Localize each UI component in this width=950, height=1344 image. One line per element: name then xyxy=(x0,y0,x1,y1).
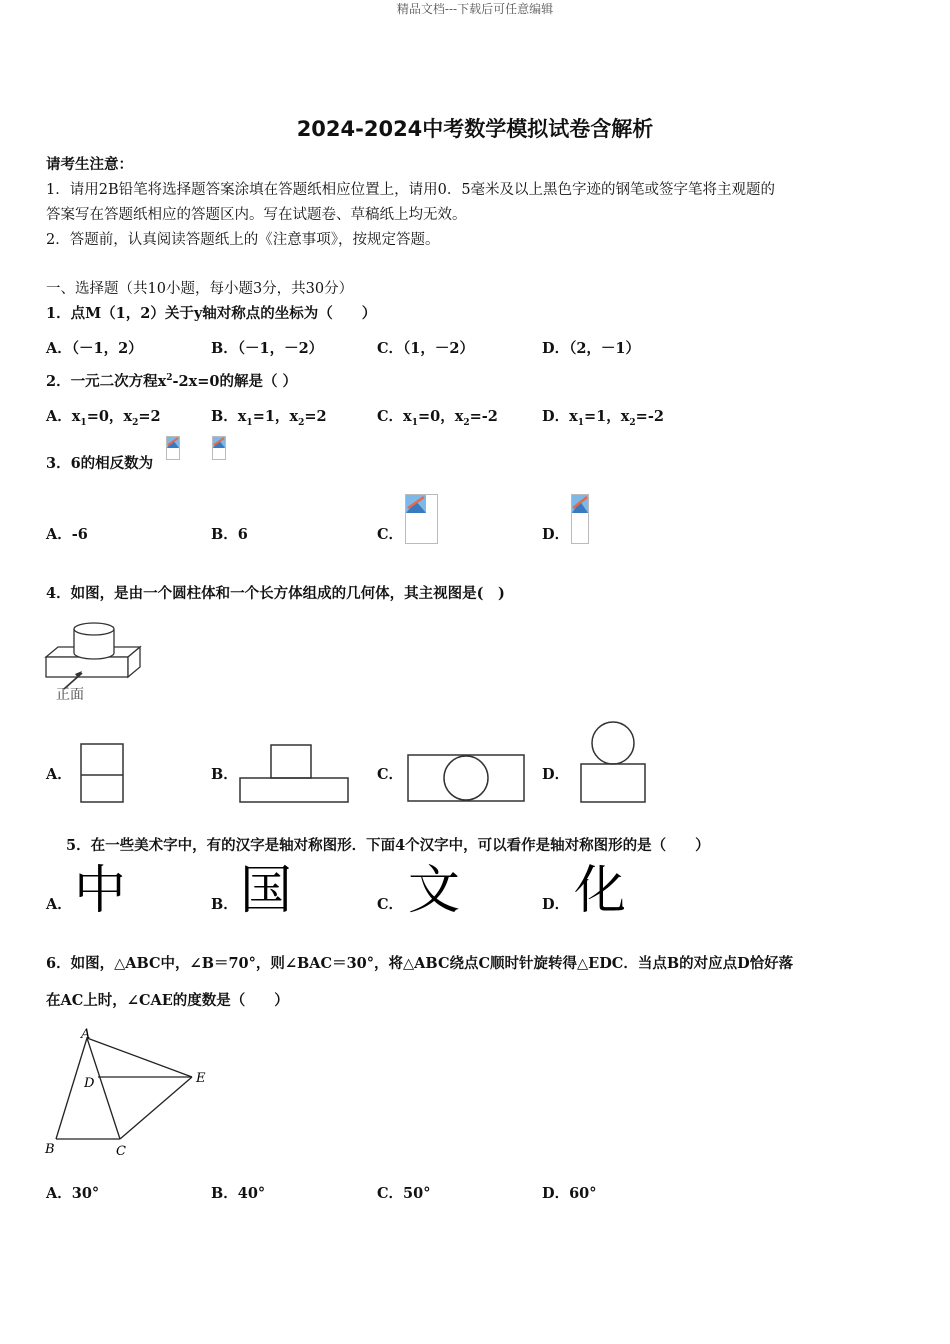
q5-option-b[interactable]: B． xyxy=(211,896,238,913)
point-label-d: D xyxy=(84,1076,95,1091)
point-label-c: C xyxy=(116,1144,126,1159)
q5-option-d[interactable]: D． xyxy=(542,896,570,913)
char-zhong: 中 xyxy=(74,861,127,921)
page-title: 2024-2024中考数学模拟试卷含解析 xyxy=(296,117,654,141)
broken-image-icon xyxy=(405,494,438,548)
broken-image-icon xyxy=(212,436,226,464)
q2-stem: 2．一元二次方程$x^2-2x=0$的解是（ ） xyxy=(46,373,298,390)
page-header: 精品文档---下载后可任意编辑 xyxy=(396,2,554,16)
q2-option-a[interactable]: A．$x_1=0$，$x_2=2$ xyxy=(46,408,161,428)
q3-option-d[interactable]: D． xyxy=(542,526,570,543)
q6-option-c[interactable]: C．50° xyxy=(377,1185,431,1202)
front-view-label: 正面 xyxy=(56,687,84,703)
point-label-a: A xyxy=(81,1027,91,1042)
char-hua: 化 xyxy=(574,861,627,921)
q5-option-a[interactable]: A． xyxy=(46,896,72,913)
notice-item-2: 2．答题前，认真阅读答题纸上的《注意事项》，按规定答题。 xyxy=(46,232,440,248)
q1-stem: 1．点M（1，2）关于y轴对称点的坐标为（ ） xyxy=(46,305,377,322)
q4-figure-c xyxy=(406,752,526,808)
q6-option-d[interactable]: D．60° xyxy=(542,1185,597,1202)
broken-image-icon xyxy=(571,494,589,548)
q2-option-d[interactable]: D．$x_1=1$，$x_2=-2$ xyxy=(542,408,664,428)
q3-option-c[interactable]: C． xyxy=(377,526,404,543)
q4-option-b[interactable]: B． xyxy=(211,766,238,783)
q3-stem: 3．6的相反数为 xyxy=(46,455,154,472)
q5-option-c[interactable]: C． xyxy=(377,896,404,913)
q6-stem-line1: 6．如图，△ABC中，∠B＝70°，则∠BAC＝30°，将△ABC绕点C顺时针旋转得△EDC．当点B的对应点D恰好落 xyxy=(46,955,794,972)
notice-item-1: 1．请用2B铅笔将选择题答案涂填在答题纸相应位置上，请用0．5毫米及以上黑色字迹的钢笔或签字笔将主观题的 xyxy=(46,182,776,198)
q1-option-d[interactable]: D．（2，－1） xyxy=(542,340,641,357)
point-label-b: B xyxy=(45,1142,55,1157)
q4-option-a[interactable]: A． xyxy=(46,766,72,783)
q5-stem: 5．在一些美术字中，有的汉字是轴对称图形．下面4个汉字中，可以看作是轴对称图形的是（ ） xyxy=(66,837,710,854)
point-label-e: E xyxy=(196,1071,206,1086)
triangle-figure xyxy=(40,1026,220,1166)
broken-image-icon xyxy=(166,436,180,464)
char-wen: 文 xyxy=(408,861,461,921)
q1-option-b[interactable]: B．（－1，－2） xyxy=(211,340,324,357)
q4-stem: 4．如图，是由一个圆柱体和一个长方体组成的几何体，其主视图是( ) xyxy=(46,585,505,602)
q3-option-b[interactable]: B．6 xyxy=(211,526,248,543)
q1-option-a[interactable]: A．（－1，2） xyxy=(46,340,143,357)
q1-option-c[interactable]: C．（1，－2） xyxy=(377,340,474,357)
notice-heading: 请考生注意： xyxy=(46,156,133,173)
q6-option-a[interactable]: A．30° xyxy=(46,1185,100,1202)
notice-item-1-cont: 答案写在答题纸相应的答题区内。写在试题卷、草稿纸上均无效。 xyxy=(46,207,467,223)
q2-option-c[interactable]: C．$x_1=0$，$x_2=-2$ xyxy=(377,408,498,428)
q4-option-d[interactable]: D． xyxy=(542,766,570,783)
q2-option-b[interactable]: B．$x_1=1$，$x_2=2$ xyxy=(211,408,327,428)
q6-option-b[interactable]: B．40° xyxy=(211,1185,266,1202)
q4-figure-a xyxy=(80,742,125,808)
char-guo: 国 xyxy=(240,861,293,921)
section-heading: 一、选择题（共10小题，每小题3分，共30分） xyxy=(46,281,354,297)
q4-figure-d xyxy=(578,720,648,808)
q4-option-c[interactable]: C． xyxy=(377,766,404,783)
q4-figure-b xyxy=(238,742,350,808)
q6-stem-line2: 在AC上时，∠CAE的度数是（ ） xyxy=(46,992,289,1009)
q3-option-a[interactable]: A．-6 xyxy=(46,526,88,543)
